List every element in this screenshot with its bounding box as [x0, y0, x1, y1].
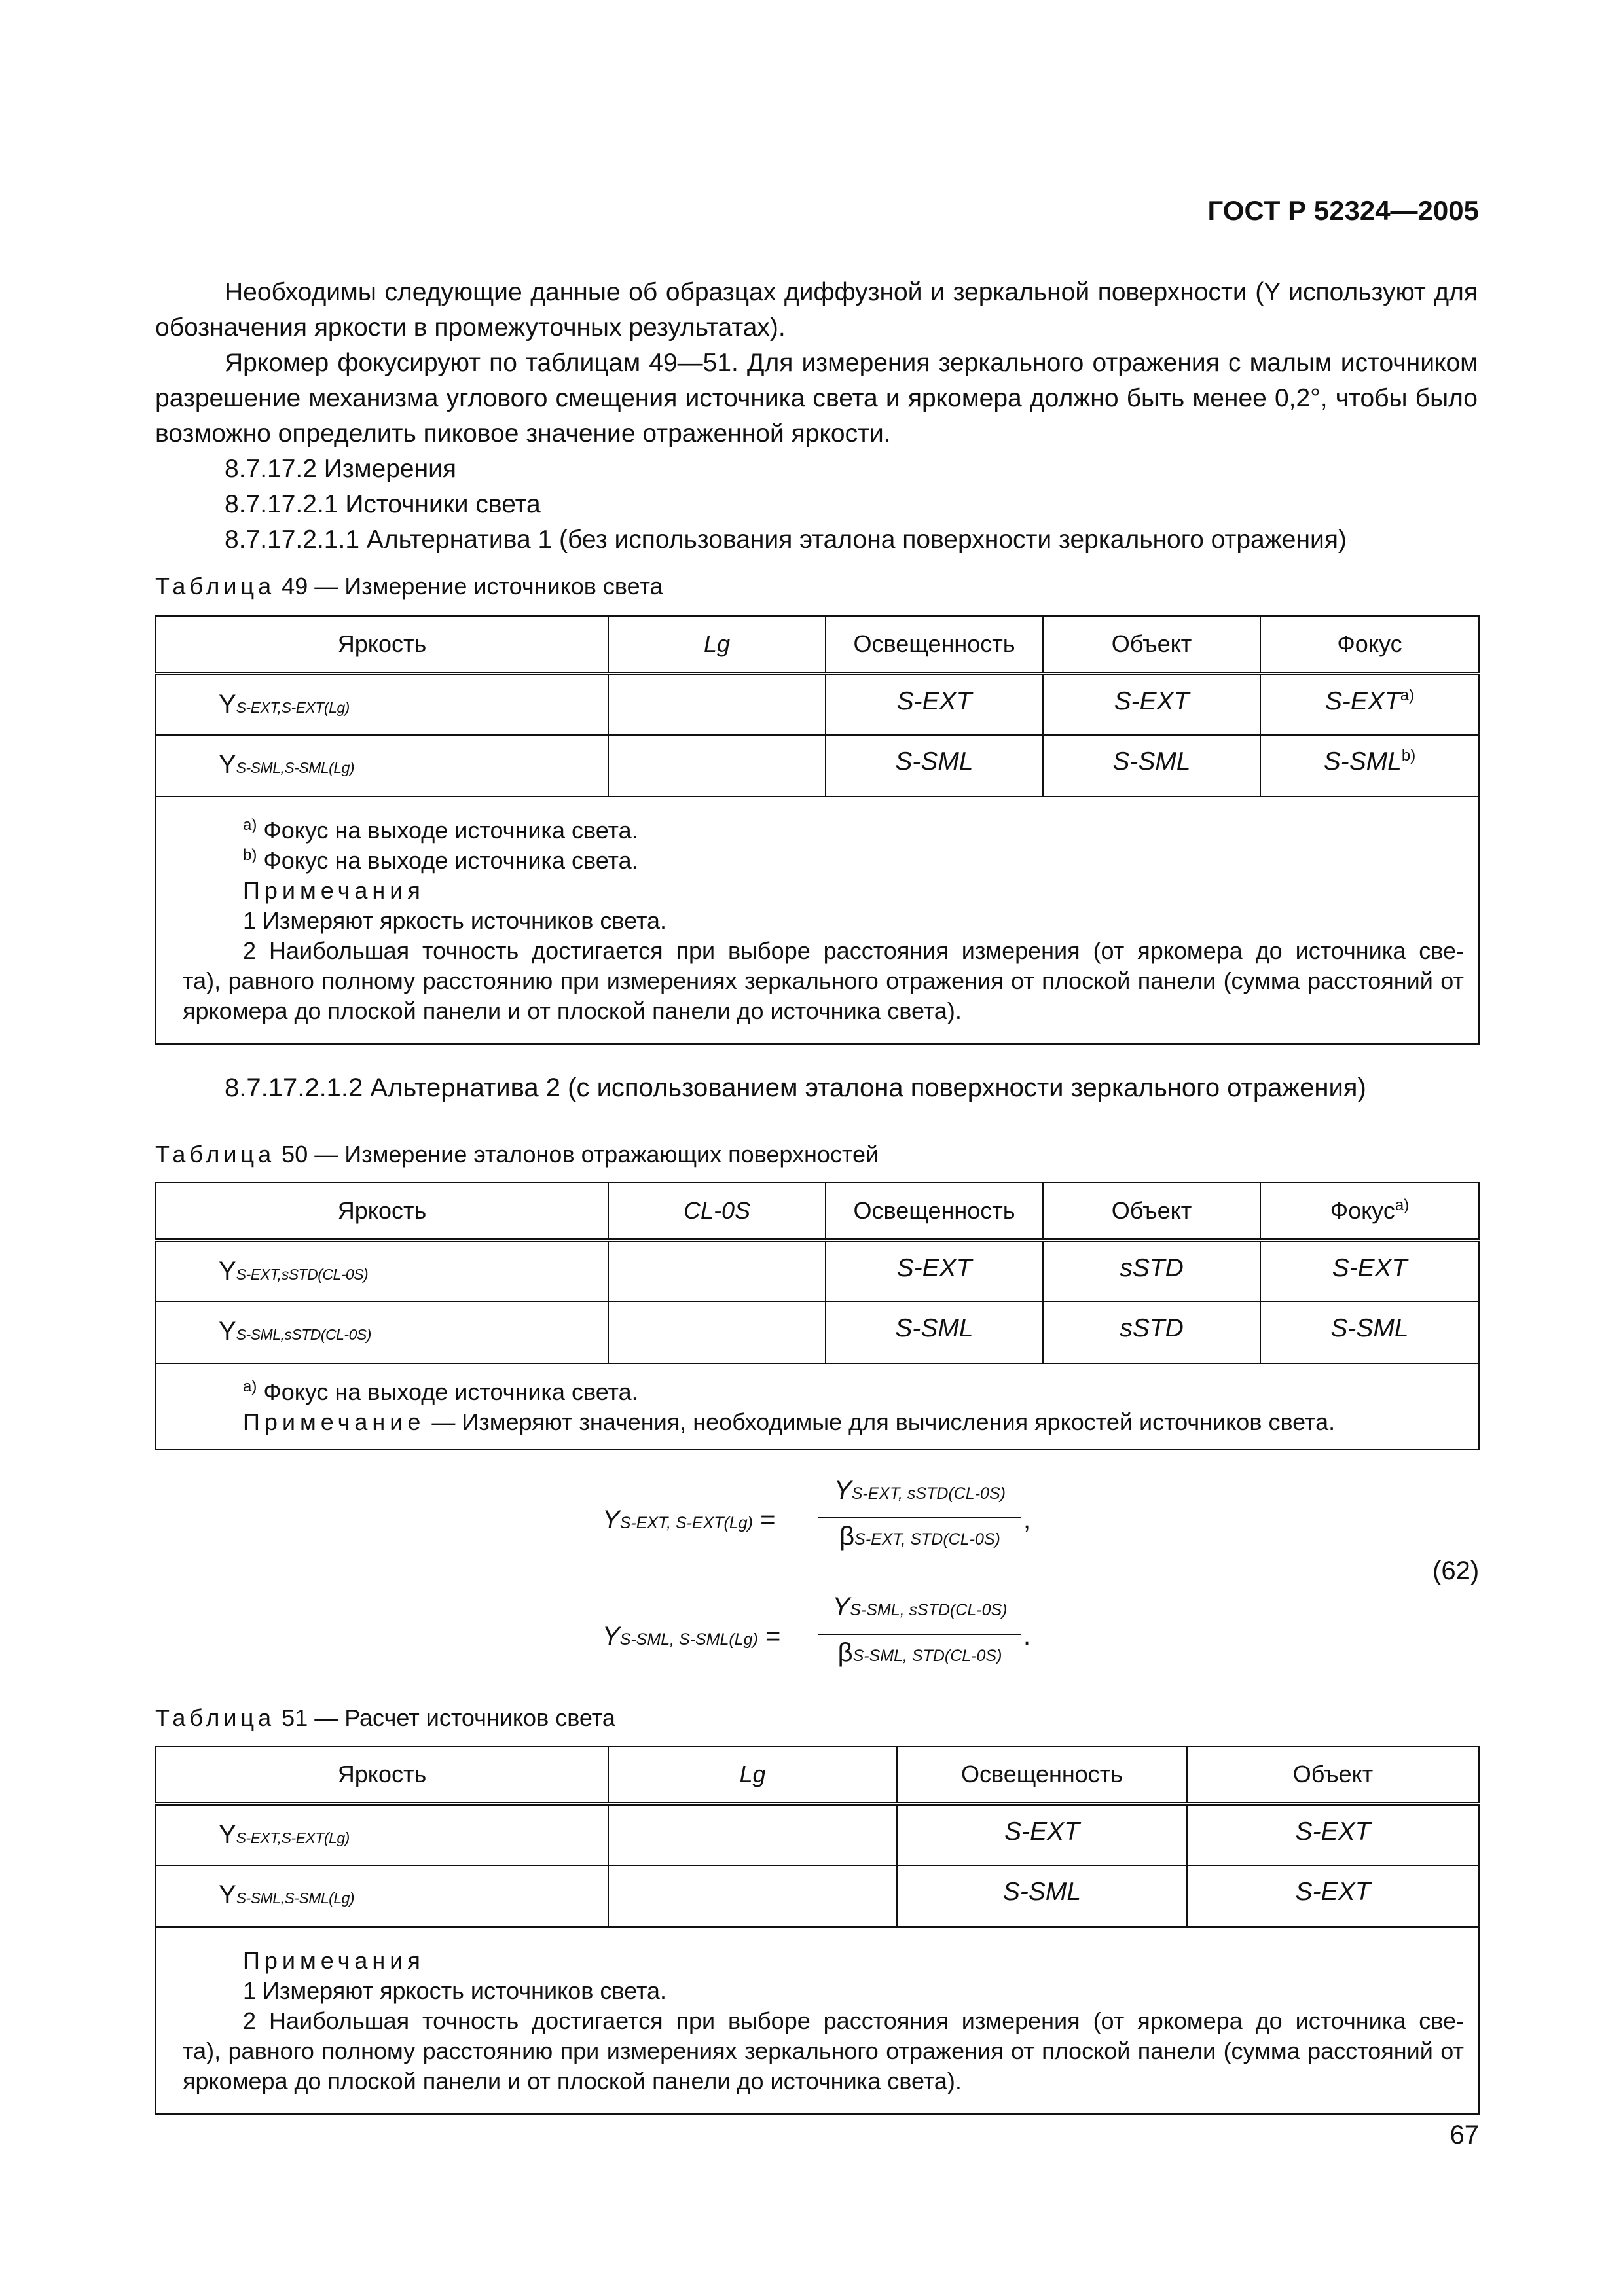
luminance-cell: YS-EXT,S-EXT(Lg) — [156, 1804, 608, 1865]
table-title: 50 — Измерение эталонов отражающих поверхностей — [282, 1141, 879, 1168]
header-cell: Освещенность — [897, 1746, 1187, 1804]
formula-numerator-2: YS-SML, sSTD(CL-0S) — [832, 1592, 1008, 1621]
illuminance-cell: S-EXT — [826, 673, 1043, 735]
footnote-a: $^{a)}$ Фокус на выходе источника света. — [243, 816, 638, 844]
table-notes-row — [156, 1363, 1479, 1450]
header-cell: CL-0S — [608, 1183, 826, 1240]
footnote-b: $^{b)}$ Фокус на выходе источника света. — [243, 846, 638, 874]
luminance-cell: YS-SML,S-SML(Lg) — [156, 735, 608, 797]
note-1: 1 Измеряют яркость источников света. — [243, 1977, 667, 2004]
table-label: Таблица — [155, 573, 276, 600]
table-label: Таблица — [155, 1704, 276, 1731]
table-title: 49 — Измерение источников света — [282, 573, 663, 600]
illuminance-cell: S-EXT — [826, 1240, 1043, 1302]
table-notes — [156, 1363, 1479, 1450]
object-cell: S-EXT — [1043, 673, 1260, 735]
table-49 — [155, 615, 1480, 1045]
table-title: 51 — Расчет источников света — [282, 1704, 615, 1731]
focus-cell: S-EXT — [1260, 1240, 1479, 1302]
lg-cell — [608, 735, 826, 797]
section-8-7-17-2: 8.7.17.2 Измерения — [225, 455, 457, 483]
note-1: 1 Измеряют яркость источников света. — [243, 907, 667, 934]
intro-paragraph-2: Яркомер фокусируют по таблицам 49—51. Для измерения зеркального отражения с малым источником разрешение механизма углового смещения источника света и яркомера должно быть менее 0,2°, чтобы было возможно определить пиковое значение отраженной яркости. — [155, 349, 1478, 448]
formula-number: (62) — [1432, 1556, 1480, 1585]
section-8-7-17-2-1-1: 8.7.17.2.1.1 Альтернатива 1 (без использования эталона поверхности зеркального отражения) — [225, 526, 1347, 554]
table-51 — [155, 1746, 1480, 2115]
header-cell: Освещенность — [826, 1183, 1043, 1240]
fraction-bar — [818, 1517, 1021, 1518]
luminance-cell: YS-SML,S-SML(Lg) — [156, 1865, 608, 1927]
table-notes — [156, 1927, 1479, 2114]
table-header-row — [156, 616, 1479, 673]
table-50 — [155, 1182, 1480, 1450]
header-cell: Объект — [1043, 1183, 1260, 1240]
illuminance-cell: S-EXT — [897, 1804, 1187, 1865]
note: Примечание — Измеряют значения, необходимые для вычисления яркостей источников света. — [243, 1408, 1336, 1435]
section-8-7-17-2-1: 8.7.17.2.1 Источники света — [225, 490, 541, 518]
formula-denominator-2: βS-SML, STD(CL-0S) — [837, 1638, 1002, 1667]
table-row — [156, 735, 1479, 797]
table-header-row — [156, 1746, 1479, 1804]
header-cell: Объект — [1043, 616, 1260, 673]
table-51-caption — [155, 1704, 615, 1732]
formula-lhs-1: YS-EXT, S-EXT(Lg) = — [602, 1505, 776, 1534]
intro-paragraph-1: Необходимы следующие данные об образцах диффузной и зеркальной поверхности (Y используют для обозначения яркости в промежуточных результатах). — [155, 278, 1478, 342]
formula-comma: , — [1023, 1505, 1031, 1534]
illuminance-cell: S-SML — [897, 1865, 1187, 1927]
table-49-caption — [155, 573, 663, 600]
luminance-cell: YS-EXT,sSTD(CL-0S) — [156, 1240, 608, 1302]
document-id: ГОСТ Р 52324—2005 — [1207, 195, 1479, 226]
footnote-a: $^{a)}$ Фокус на выходе источника света. — [243, 1378, 638, 1405]
note-2-first-line: 2 Наибольшая точность достигается при выборе расстояния измерения (от яркомера до источника све- — [243, 2007, 1464, 2034]
formula-numerator-1: YS-EXT, sSTD(CL-0S) — [834, 1476, 1006, 1505]
note-2-first-line: 2 Наибольшая точность достигается при выборе расстояния измерения (от яркомера до источника све- — [243, 937, 1464, 964]
header-cell: Объект — [1187, 1746, 1479, 1804]
cl0s-cell — [608, 1240, 826, 1302]
cl0s-cell — [608, 1302, 826, 1363]
page-number: 67 — [1450, 2121, 1479, 2149]
table-row — [156, 1302, 1479, 1363]
section-8-7-17-2-1-2: 8.7.17.2.1.2 Альтернатива 2 (с использованием эталона поверхности зеркального отражения) — [225, 1073, 1366, 1102]
note-2-continuation: та), равного полному расстоянию при измерениях зеркального отражения от плоской панели (сумма расстояний от яркомера до плоской панели и от плоской панели до источника света). — [183, 2037, 1464, 2094]
formula-denominator-1: βS-EXT, STD(CL-0S) — [839, 1522, 1000, 1551]
focus-cell: S-SML — [1260, 1302, 1479, 1363]
lg-cell — [608, 673, 826, 735]
header-cell: Фокус$^{a)}$ — [1260, 1183, 1479, 1240]
object-cell: sSTD — [1043, 1240, 1260, 1302]
header-cell: Lg — [608, 616, 826, 673]
object-cell: sSTD — [1043, 1302, 1260, 1363]
focus-cell: S-SML$^{b)}$ — [1260, 735, 1479, 797]
luminance-cell: YS-EXT,S-EXT(Lg) — [156, 673, 608, 735]
table-label: Таблица — [155, 1141, 276, 1168]
note-2-continuation: та), равного полному расстоянию при измерениях зеркального отражения от плоской панели (сумма расстояний от яркомера до плоской панели и от плоской панели до источника света). — [183, 967, 1464, 1024]
header-cell: Яркость — [156, 1183, 608, 1240]
object-cell: S-EXT — [1187, 1865, 1479, 1927]
header-cell: Яркость — [156, 1746, 608, 1804]
lg-cell — [608, 1804, 897, 1865]
header-cell: Яркость — [156, 616, 608, 673]
table-row — [156, 1804, 1479, 1865]
table-row — [156, 673, 1479, 735]
formula-period: . — [1023, 1622, 1031, 1651]
focus-cell: S-EXT$^{a)}$ — [1260, 673, 1479, 735]
table-notes-row — [156, 1927, 1479, 2114]
illuminance-cell: S-SML — [826, 1302, 1043, 1363]
notes-title: Примечания — [243, 877, 425, 904]
formula-lhs-2: YS-SML, S-SML(Lg) = — [602, 1622, 781, 1651]
notes-title: Примечания — [243, 1947, 425, 1974]
header-cell: Фокус — [1260, 616, 1479, 673]
table-notes — [156, 797, 1479, 1044]
illuminance-cell: S-SML — [826, 735, 1043, 797]
object-cell: S-EXT — [1187, 1804, 1479, 1865]
lg-cell — [608, 1865, 897, 1927]
table-row — [156, 1240, 1479, 1302]
object-cell: S-SML — [1043, 735, 1260, 797]
table-header-row — [156, 1183, 1479, 1240]
intro-text — [155, 275, 1478, 558]
table-notes-row — [156, 797, 1479, 1044]
luminance-cell: YS-SML,sSTD(CL-0S) — [156, 1302, 608, 1363]
fraction-bar — [818, 1634, 1021, 1635]
header-cell: Lg — [608, 1746, 897, 1804]
header-cell: Освещенность — [826, 616, 1043, 673]
table-row — [156, 1865, 1479, 1927]
table-50-caption — [155, 1141, 879, 1168]
